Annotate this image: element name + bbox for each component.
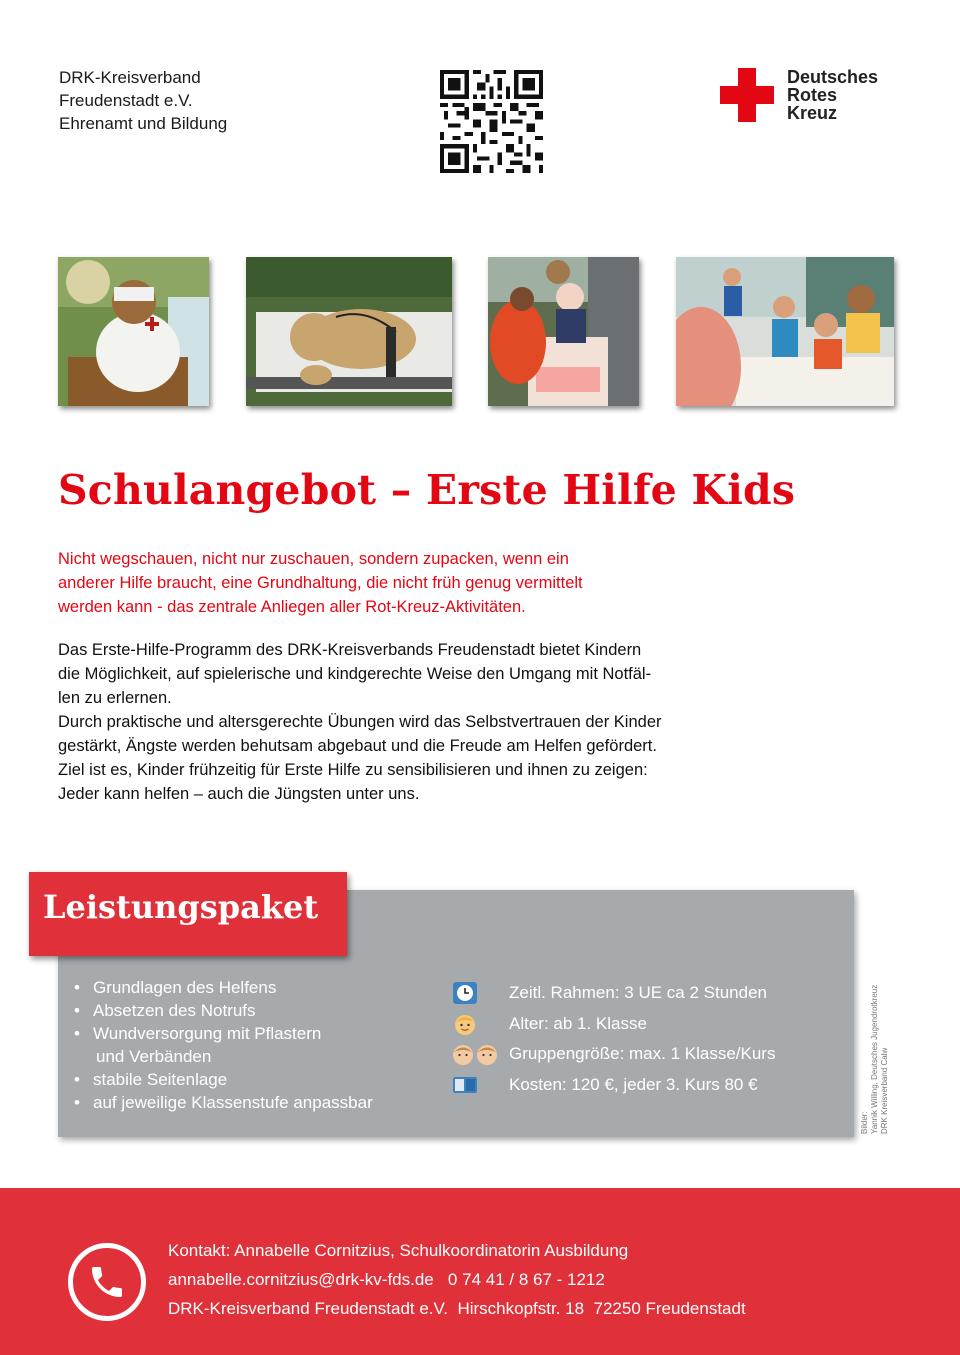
fact-duration: Zeitl. Rahmen: 3 UE ca 2 Stunden	[509, 983, 767, 1002]
page-title: Schulangebot – Erste Hilfe Kids	[58, 466, 796, 514]
body-line: gestärkt, Ängste werden behutsam abgebaut und die Freude am Helfen gefördert.	[58, 737, 657, 755]
fact-age: Alter: ab 1. Klasse	[509, 1013, 647, 1033]
children-classroom-photo	[676, 257, 894, 406]
org-line: Freudenstadt e.V.	[59, 91, 193, 110]
contact-address: DRK-Kreisverband Freudenstadt e.V. Hirschkopfstr. 18 72250 Freudenstadt	[168, 1299, 746, 1318]
list-item: • Absetzen des Notrufs	[74, 999, 373, 1022]
logo-word: Kreuz	[787, 103, 838, 123]
teddy-bear-bandaged-photo	[58, 257, 209, 406]
credit-line: Bilder:	[860, 1111, 869, 1134]
list-item: • Wundversorgung mit Pflastern	[74, 1022, 373, 1045]
paramedic-baby-doll-photo	[488, 257, 639, 406]
intro-line: werden kann - das zentrale Anliegen aller Rot-Kreuz-Aktivitäten.	[58, 598, 526, 616]
red-cross-icon	[720, 68, 774, 122]
intro-line: Nicht wegschauen, nicht nur zuschauen, sondern zupacken, wenn ein	[58, 550, 569, 568]
intro-text	[58, 547, 708, 619]
image-credit	[860, 985, 890, 1134]
fact-group-size: Gruppengröße: max. 1 Klasse/Kurs	[509, 1044, 776, 1063]
body-text	[58, 638, 778, 806]
contact-info	[168, 1236, 746, 1323]
body-line: Das Erste-Hilfe-Programm des DRK-Kreisverbands Freudenstadt bietet Kindern	[58, 641, 642, 659]
teddy-bear-stretcher-photo	[246, 257, 452, 406]
phone-icon[interactable]	[68, 1243, 146, 1321]
body-line: die Möglichkeit, auf spielerische und kindgerechte Weise den Umgang mit Notfäl-	[58, 665, 652, 683]
logo-word: Deutsches	[787, 67, 879, 87]
contact-person: Kontakt: Annabelle Cornitzius, Schulkoordinatorin Ausbildung	[168, 1241, 629, 1260]
body-line: Jeder kann helfen – auch die Jüngsten unter uns.	[58, 785, 420, 803]
group-faces-icon	[450, 1042, 502, 1066]
list-item: • stabile Seitenlage	[74, 1068, 373, 1091]
org-line: Ehrenamt und Bildung	[59, 114, 228, 133]
body-line: Durch praktische und altersgerechte Übungen wird das Selbstvertrauen der Kinder	[58, 713, 662, 731]
package-title: Leistungspaket	[43, 888, 319, 926]
organization-name	[59, 66, 227, 135]
body-line: Ziel ist es, Kinder frühzeitig für Erste Hilfe zu sensibilisieren und ihnen zu zeigen:	[58, 761, 648, 779]
org-line: DRK-Kreisverband	[59, 68, 201, 87]
fact-costs: Kosten: 120 €, jeder 3. Kurs 80 €	[509, 1074, 758, 1094]
qr-code-icon[interactable]	[440, 70, 543, 173]
credit-line: Yannik Willing, Deutsches Jugendrotkreuz	[870, 984, 879, 1134]
contact-email-phone[interactable]: annabelle.cornitzius@drk-kv-fds.de 0 74 41 / 8 67 - 1212	[168, 1270, 605, 1289]
list-item-continuation: und Verbänden	[96, 1047, 212, 1066]
list-item: • Grundlagen des Helfens	[74, 976, 373, 999]
body-line: len zu erlernen.	[58, 689, 172, 707]
credit-line: DRK Kreisverband Calw	[880, 1047, 889, 1134]
drk-logo[interactable]	[720, 68, 900, 126]
list-item: • auf jeweilige Klassenstufe anpassbar	[74, 1091, 373, 1114]
package-item-list	[74, 976, 373, 1114]
intro-line: anderer Hilfe braucht, eine Grundhaltung, die nicht früh genug vermittelt	[58, 574, 583, 592]
logo-wordmark	[787, 68, 878, 122]
logo-word: Rotes	[787, 85, 838, 105]
child-face-icon	[452, 1012, 478, 1036]
clock-icon	[452, 981, 478, 1005]
wallet-icon	[452, 1073, 478, 1097]
